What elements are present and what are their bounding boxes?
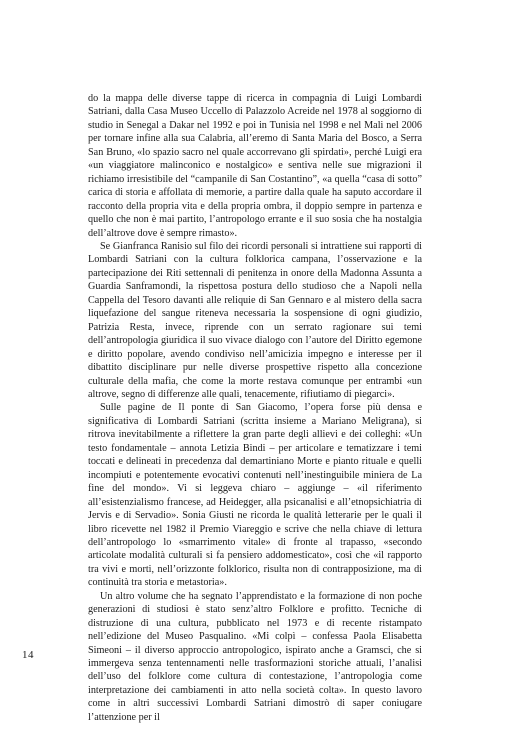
paragraph: Un altro volume che ha segnato l’apprendistato e la formazione di non poche generazioni di studiosi è stato senz’altro Folklore e profitto. Tecniche di distruzione di una cultura, pubblicato nel 1973 e di recente ristampato nell’edizione del Museo Pasqualino. «Mi colpì – confessa Paola Elisabetta Simeoni – il diverso approccio antropologico, ispirato anche a Gramsci, che si immergeva senza tentennamenti nelle trasformazioni storiche attuali, l’analisi dell’uso del folklore come cultura di contestazione, l’antropologia come interpretazione dei cambiamenti in atto nella società colta». In questo lavoro come in altri successivi Lombardi Satriani dimostrò di saper coniugare l’attenzione per il xyxy=(88,590,422,723)
page-number: 14 xyxy=(22,649,34,661)
body-text xyxy=(88,92,422,724)
paragraph: Sulle pagine de Il ponte di San Giacomo, l’opera forse più densa e significativa di Lombardi Satriani (scritta insieme a Mariano Meligrana), si ritrova inevitabilmente a riflettere la gran parte degli allievi e dei colleghi: «Un testo fondamentale – annota Letizia Bindi – per articolare e tematizzare i temi toccati e delineati in precedenza dal demartiniano Morte e pianto rituale e quelli incompiuti e potentemente evocativi contenuti nell’inestinguibile miniera de La fine del mondo». Vi si leggeva chiaro – aggiunge – «il riferimento all’esistenzialismo francese, ad Heidegger, alla psicanalisi e all’etnopsichiatria di Jervis e di Servadio». Sonia Giusti ne ricorda le qualità letterarie per le quali il libro ricevette nel 1982 il Premio Viareggio e scrive che nella chiave di lettura dell’antropologo lo «smarrimento vitale» di fronte al trapasso, «secondo articolate modalità culturali si fa pensiero addomesticato», così che «il rapporto tra vivi e morti, nell’orizzonte folklorico, risulta non di contrapposizione, ma di continuità tra storia e metastoria». xyxy=(88,402,422,589)
paragraph: Se Gianfranca Ranisio sul filo dei ricordi personali si intrattiene sui rapporti di Lombardi Satriani con la cultura folklorica campana, l’osservazione e la partecipazione dei Riti settennali di penitenza in onore della Madonna Assunta a Guardia Sanframondi, la rispettosa postura dello studioso che a Napoli nella Cappella del Tesoro davanti alle reliquie di San Gennaro e al mistero della sacra liquefazione del sangue riteneva necessaria la sospensione di ogni giudizio, Patrizia Resta, invece, riprende con un serrato ragionare sui temi dell’antropologia giuridica il suo vivace dialogo con l’autore del Diritto egemone e diritto popolare, avendo condiviso nell’amicizia impegno e interesse per il dibattito disciplinare pur nelle diverse prospettive rispetto alla concezione culturale della mafia, che come la morte restava comunque per entrambi «un altrove, segno di differenze alle quali, tenacemente, rifiutiamo di piegarci». xyxy=(88,240,422,400)
paragraph: do la mappa delle diverse tappe di ricerca in compagnia di Luigi Lombardi Satriani, dalla Casa Museo Uccello di Palazzolo Acreide nel 1978 al soggiorno di studio in Senegal a Dakar nel 1992 e poi in Tunisia nel 1998 e nel Mali nel 2006 per tornare infine alla sua Calabria, all’eremo di Santa Maria del Bosco, a Serra San Bruno, «lo spazio sacro nel quale accorrevano gli spirdati», perché Luigi era «un viaggiatore malinconico e nostalgico» e sentiva nelle sue migrazioni il richiamo irresistibile del “campanile di San Costantino”, «a quella “casa di sotto” carica di storia e affollata di memorie, a partire dalla quale ha saputo accordare il racconto della propria vita e della propria ombra, il doppio sempre in partenza e quello che non è mai partito, l’antropologo errante e il suo sosia che ha nostalgia dell’altrove dove è sempre rimasto». xyxy=(88,93,422,239)
